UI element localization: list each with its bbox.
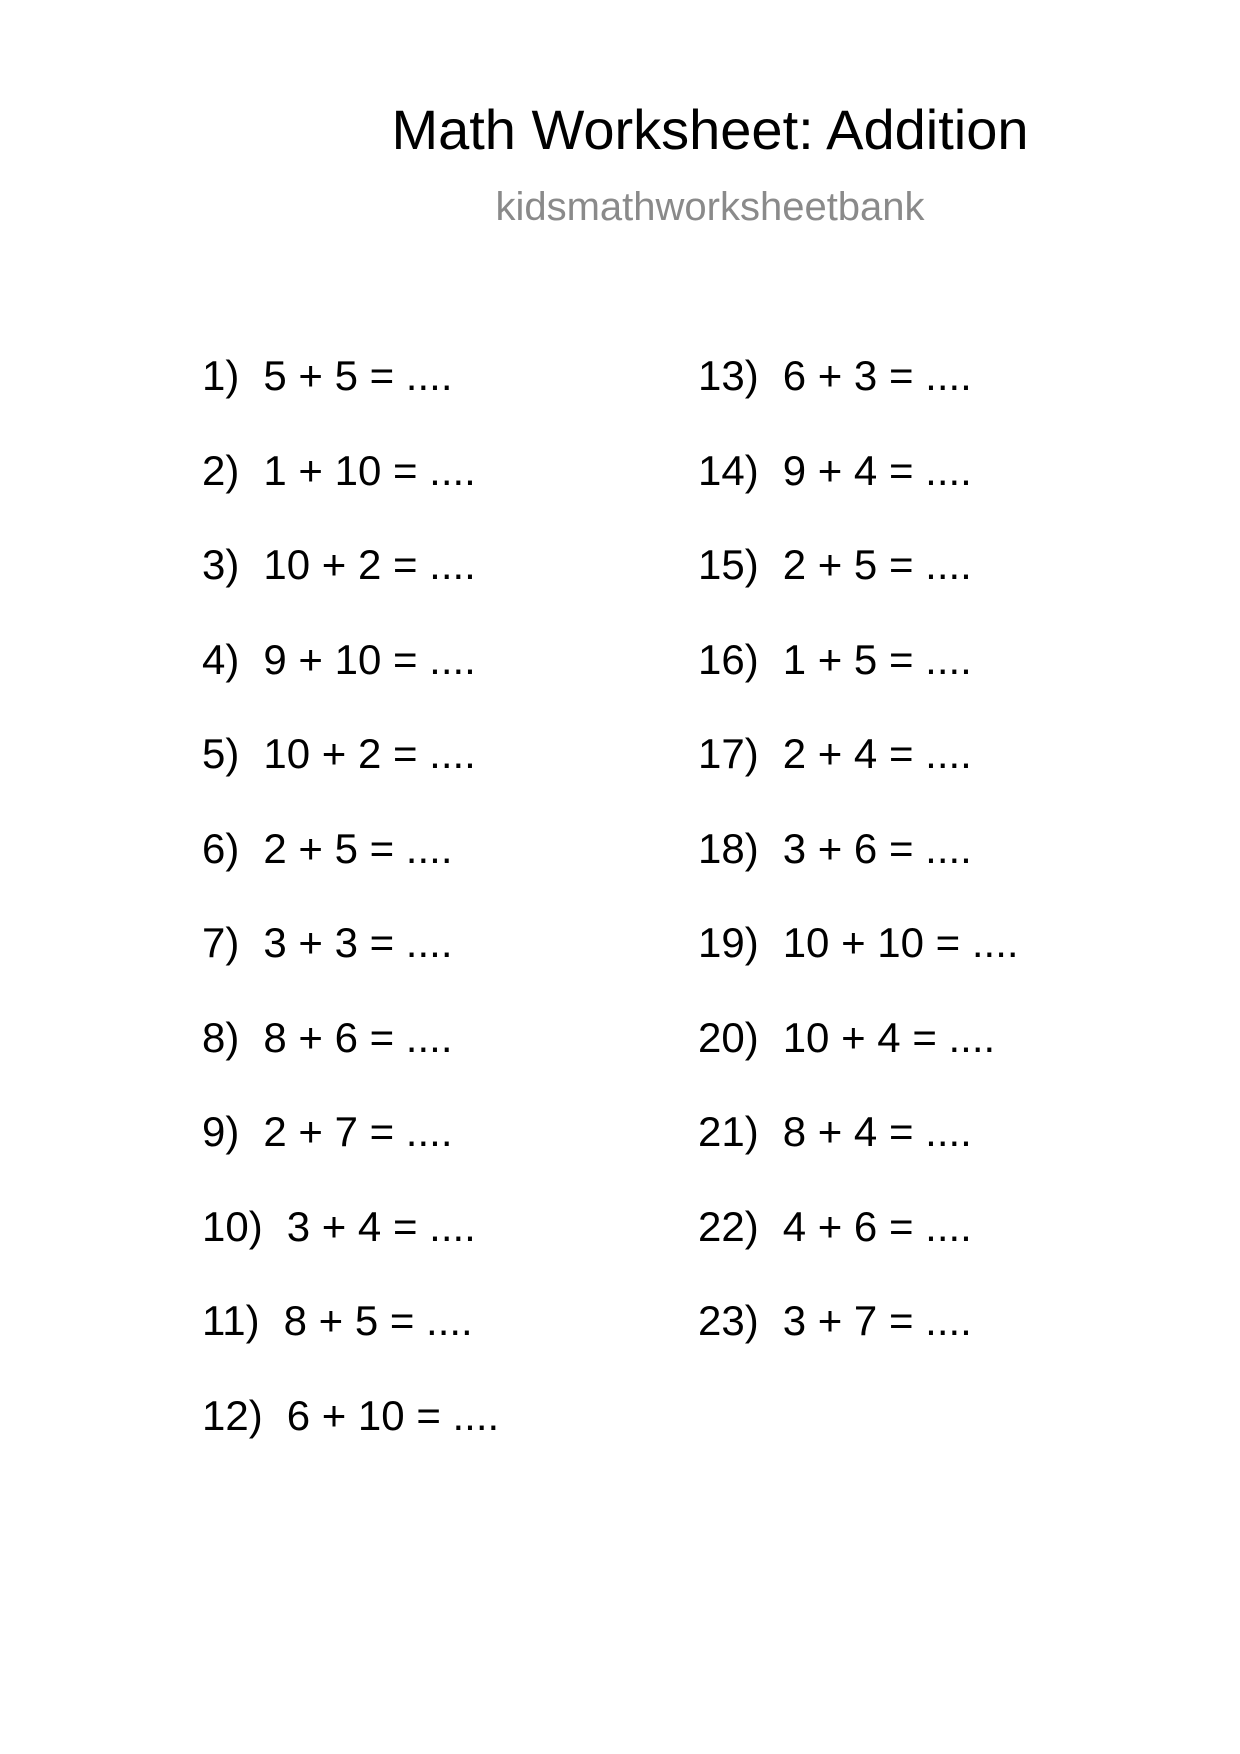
problem-expression: 9 + 10 = ....: [263, 636, 476, 683]
problem-item: [202, 730, 476, 778]
problem-item: [698, 919, 1019, 967]
problem-number: 21): [698, 1108, 759, 1155]
problem-number: 12): [202, 1392, 263, 1439]
problem-item: [202, 919, 452, 967]
problem-item: [202, 636, 476, 684]
problem-item: [202, 1014, 452, 1062]
problem-expression: 5 + 5 = ....: [263, 352, 453, 399]
problem-expression: 2 + 5 = ....: [263, 825, 453, 872]
problem-expression: 2 + 5 = ....: [782, 541, 972, 588]
problem-expression: 10 + 4 = ....: [782, 1014, 996, 1061]
problem-number: 15): [698, 541, 759, 588]
problem-expression: 8 + 4 = ....: [782, 1108, 972, 1155]
problem-item: [202, 1108, 452, 1156]
problem-number: 10): [202, 1203, 263, 1250]
problem-item: [698, 825, 972, 873]
problem-expression: 1 + 10 = ....: [263, 447, 476, 494]
problem-item: [698, 1014, 995, 1062]
problem-item: [202, 447, 476, 495]
problem-number: 19): [698, 919, 759, 966]
page-subtitle: kidsmathworksheetbank: [495, 185, 925, 229]
problem-expression: 3 + 4 = ....: [286, 1203, 476, 1250]
problem-number: 9): [202, 1108, 240, 1155]
problem-item: [202, 825, 452, 873]
problem-expression: 2 + 4 = ....: [782, 730, 972, 777]
problem-number: 23): [698, 1297, 759, 1344]
problem-expression: 3 + 7 = ....: [782, 1297, 972, 1344]
problem-item: [202, 1297, 473, 1345]
problem-item: [202, 541, 476, 589]
problem-expression: 6 + 10 = ....: [286, 1392, 500, 1439]
problem-item: [698, 541, 972, 589]
problem-number: 20): [698, 1014, 759, 1061]
problem-expression: 4 + 6 = ....: [782, 1203, 972, 1250]
problem-number: 8): [202, 1014, 240, 1061]
problem-item: [698, 730, 972, 778]
problem-number: 18): [698, 825, 759, 872]
problem-number: 6): [202, 825, 240, 872]
problem-number: 3): [202, 541, 240, 588]
problem-item: [202, 1392, 499, 1440]
problem-item: [698, 1108, 972, 1156]
page-title: Math Worksheet: Addition: [391, 98, 1029, 161]
problem-number: 13): [698, 352, 759, 399]
problem-item: [698, 1203, 972, 1251]
problem-item: [698, 1297, 972, 1345]
problem-expression: 1 + 5 = ....: [782, 636, 972, 683]
problem-expression: 10 + 2 = ....: [263, 541, 476, 588]
problem-item: [698, 352, 972, 400]
problem-item: [698, 636, 972, 684]
problem-expression: 6 + 3 = ....: [782, 352, 972, 399]
problem-expression: 10 + 10 = ....: [782, 919, 1019, 966]
problem-number: 16): [698, 636, 759, 683]
problem-expression: 8 + 6 = ....: [263, 1014, 453, 1061]
problem-expression: 9 + 4 = ....: [782, 447, 972, 494]
problem-expression: 3 + 6 = ....: [782, 825, 972, 872]
problem-number: 14): [698, 447, 759, 494]
problem-expression: 3 + 3 = ....: [263, 919, 453, 966]
problem-number: 11): [202, 1297, 260, 1344]
problem-number: 2): [202, 447, 240, 494]
problem-expression: 10 + 2 = ....: [263, 730, 476, 777]
problem-expression: 8 + 5 = ....: [283, 1297, 473, 1344]
problem-expression: 2 + 7 = ....: [263, 1108, 453, 1155]
problem-number: 7): [202, 919, 240, 966]
problem-item: [202, 1203, 476, 1251]
problem-item: [202, 352, 452, 400]
problem-item: [698, 447, 972, 495]
problem-number: 4): [202, 636, 240, 683]
problem-number: 1): [202, 352, 240, 399]
problem-number: 17): [698, 730, 759, 777]
problem-number: 5): [202, 730, 240, 777]
problem-number: 22): [698, 1203, 759, 1250]
